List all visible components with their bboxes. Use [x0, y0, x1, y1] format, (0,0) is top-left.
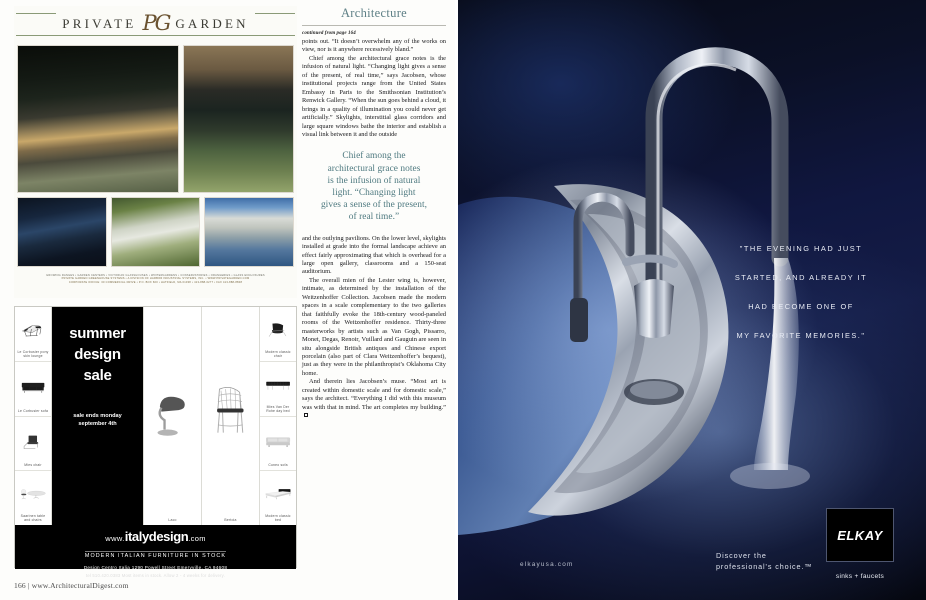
- photo-white-greenhouse: [111, 197, 201, 267]
- modern-classic-chair-image: [264, 310, 292, 350]
- photo-conservatory-at-dusk: [17, 45, 179, 193]
- product-column-3: [202, 307, 260, 525]
- page-footer: 166 | www.ArchitecturalDigest.com: [14, 581, 129, 590]
- private-garden-photo-grid: [14, 42, 297, 270]
- sale-panel: [52, 307, 144, 525]
- article-paragraph: points out. “It doesn’t overwhelm any of the works on view, nor is it anywhere recessively bland.”: [302, 38, 446, 54]
- title-word-garden: GARDEN: [175, 16, 249, 31]
- pg-monogram: PG: [142, 11, 170, 35]
- pull-quote-line: Chief among the: [342, 151, 406, 162]
- quote-line: STARTED, AND ALREADY IT: [734, 273, 868, 282]
- url-prefix: www.: [105, 534, 125, 543]
- photo-row-top: [17, 45, 294, 193]
- pull-quote-line: architectural grace notes: [327, 163, 421, 174]
- private-garden-fine-print: [14, 274, 297, 284]
- title-word-private: PRIVATE: [62, 16, 137, 31]
- product-cell-cuneo-sofa: [260, 417, 296, 472]
- elkay-tagline: [716, 551, 812, 572]
- elkay-brand-text: ELKAY: [837, 527, 883, 543]
- caption-modern-classic-chair: Modern classic chair: [265, 349, 291, 358]
- url-suffix: .com: [188, 534, 206, 543]
- article-paragraph: The overall mien of the Lester wing is, however, intimate, as determined by the installation of the Weitzenhoffer Collection. Jacobsen made the modern spaces in a scale complementary to the two galleries that faithfully evoke the 18th-century wood-paneled rooms of the Weitzenhoffer residence. Thirty-three masterworks by artists such as Van Gogh, Pissarro, Monet, Degas, Renoir, Vuillard and Gauguin are seen in situ alongside British antiques and Chinese export porcelain (also part of Clara Weitzenhoffer’s bequest), just as they were in the philanthropist’s Oklahoma City home.: [302, 276, 446, 377]
- italydesign-note: tel 510.420.0383 Most items in stock. Allow 2 - 4 weeks for delivery.: [86, 572, 225, 578]
- final-paragraph-text: And therein lies Jacobsen’s muse. “Most art is created within domestic scale and for domestic scale,” says the architect. “Everything I did with this museum was with that in mind. The art completes my building.”: [302, 378, 446, 411]
- product-cell-saarinen: [15, 471, 51, 525]
- product-column-4: [260, 307, 296, 525]
- photo-garden-room-exterior: [183, 45, 294, 193]
- sale-end-line-1: sale ends monday: [73, 413, 122, 419]
- elkay-quote: [686, 234, 916, 350]
- italydesign-product-grid: [15, 307, 296, 525]
- modern-classic-bed-image: [264, 474, 292, 514]
- pull-quote-line: of real time.”: [348, 212, 400, 223]
- italydesign-address: Design Centro Italia 1290 Powell Street Emeryville, CA 94608: [83, 565, 228, 570]
- product-cell-laco: [144, 307, 201, 525]
- pull-quote-line: light. “Changing light: [332, 188, 416, 199]
- elkay-url[interactable]: elkayusa.com: [520, 561, 574, 568]
- italydesign-ad: [14, 306, 297, 578]
- saarinen-table-and-chairs-image: [19, 474, 47, 514]
- sale-end-line-2: september 4th: [78, 421, 117, 427]
- heading-rule: [302, 25, 446, 26]
- continued-from-line: continued from page 164: [302, 31, 356, 36]
- tagline-line: Discover the: [716, 551, 767, 560]
- article-paragraph: and the outlying pavilions. On the lower level, skylights installed at grade into the formal landscape achieve an effect fairly approximating that which is overhead for a large open gallery, classrooms and a 150-seat auditorium.: [302, 234, 446, 276]
- product-cell-mies-chair: [15, 417, 51, 472]
- bertoia-stool-image: [207, 310, 254, 518]
- pull-quote: [302, 139, 446, 234]
- article-column: [300, 6, 448, 594]
- italydesign-footer: [15, 525, 296, 578]
- photo-row-bottom: [17, 197, 294, 267]
- private-garden-ad-header: [14, 6, 297, 40]
- fine-print-line-1: GROWING RANGES • GARDEN CENTERS • VICTORIAN GLASSHOUSES • WINTERGARDENS • CONSERVATORIES • ORANGERIES • GLASS ENCLOSURES: [46, 274, 265, 277]
- elkay-advertisement: [458, 0, 926, 600]
- header-rule-bottom: [16, 35, 295, 36]
- caption-bertoia: Bertoia: [224, 518, 237, 522]
- article-paragraph-final: [302, 378, 446, 420]
- url-main: italydesign: [124, 529, 189, 544]
- private-garden-title: [56, 13, 254, 35]
- caption-laco: Laco: [168, 518, 177, 522]
- caption-cuneo-sofa: Cuneo sofa: [268, 463, 288, 468]
- mies-van-der-rohe-day-bed-image: [264, 365, 292, 405]
- fine-print-line-2: PRIVATE GARDEN GREENHOUSE SYSTEMS • A DIVISION OF HARBOR INDUSTRIAL SYSTEMS, INC. • WWW.PRIVATEGARDEN.COM: [61, 277, 250, 281]
- quote-line: HAD BECOME ONE OF: [748, 302, 854, 311]
- laco-stool-image: [149, 310, 196, 518]
- le-corbusier-pony-skin-lounge-image: [19, 310, 47, 350]
- product-cell-bertoia: [202, 307, 259, 525]
- product-cell-modern-classic-chair: [260, 307, 296, 362]
- pull-quote-line: is the infusion of natural: [327, 175, 421, 186]
- italydesign-url[interactable]: [15, 529, 296, 544]
- photo-poolside-pavilion: [204, 197, 294, 267]
- le-corbusier-sofa-image: [19, 365, 47, 409]
- pull-quote-line: gives a sense of the present,: [320, 200, 428, 211]
- sale-line-1: summer: [69, 325, 126, 342]
- section-heading: Architecture: [340, 6, 408, 20]
- fine-print-line-3: CORPORATE OFFICE: 30 COMMERCIAL DRIVE • P.O. BOX 600 • HATFIELD, MA 01038 • 413-888-0277 • FAX 413-888-8808: [68, 280, 243, 284]
- product-cell-sofa: [15, 362, 51, 417]
- caption-le-corbusier-sofa: Le Corbusier sofa: [17, 408, 49, 413]
- italydesign-tagline: MODERN ITALIAN FURNITURE IN STOCK: [84, 553, 227, 559]
- elkay-logo: [826, 508, 894, 562]
- product-cell-modern-classic-bed: [260, 471, 296, 525]
- sale-line-2: design: [74, 346, 121, 363]
- quote-line: MY FAVORITE MEMORIES.": [736, 331, 866, 340]
- caption-saarinen-table-and-chairs: Saarinen table and chairs: [20, 514, 46, 522]
- private-garden-ad: [14, 6, 297, 298]
- sale-end-date: [73, 412, 122, 428]
- caption-mies-van-der-rohe-day-bed: Mies Van Der Rohe day bed: [266, 404, 290, 413]
- caption-mies-chair: Mies chair: [24, 463, 42, 468]
- product-column-1: [15, 307, 52, 525]
- tagline-line: professional's choice.™: [716, 561, 813, 571]
- end-mark-icon: [304, 413, 308, 417]
- product-cell-day-bed: [260, 362, 296, 417]
- quote-line: "THE EVENING HAD JUST: [739, 244, 863, 253]
- product-column-2: [144, 307, 202, 525]
- sale-headline: [69, 323, 126, 386]
- caption-le-corbusier-pony-skin-lounge: Le Corbusier pony skin lounge: [17, 349, 49, 358]
- mies-chair-image: [19, 420, 47, 464]
- caption-modern-classic-bed: Modern classic bed: [265, 514, 291, 522]
- cuneo-sofa-image: [264, 420, 292, 464]
- elkay-brand-subtitle: sinks + faucets: [835, 573, 885, 580]
- article-paragraph: Chief among the architectural grace notes is the infusion of natural light. “Changing light gives a sense of the present, of real time,” says Jacobsen, whose institutional projects range from the United States Embassy in Paris to the Smithsonian Institution’s Renwick Gallery. “When the sun goes behind a cloud, it brings in a quality of illumination you could never get artificially.” Skylights, interstitial glass corridors and large square windows bathe the interior and establish a visual link between it and the outside: [302, 54, 446, 138]
- sale-line-3: sale: [83, 367, 112, 384]
- photo-conservatory-interior-dining: [17, 197, 107, 267]
- product-cell-lounge: [15, 307, 51, 362]
